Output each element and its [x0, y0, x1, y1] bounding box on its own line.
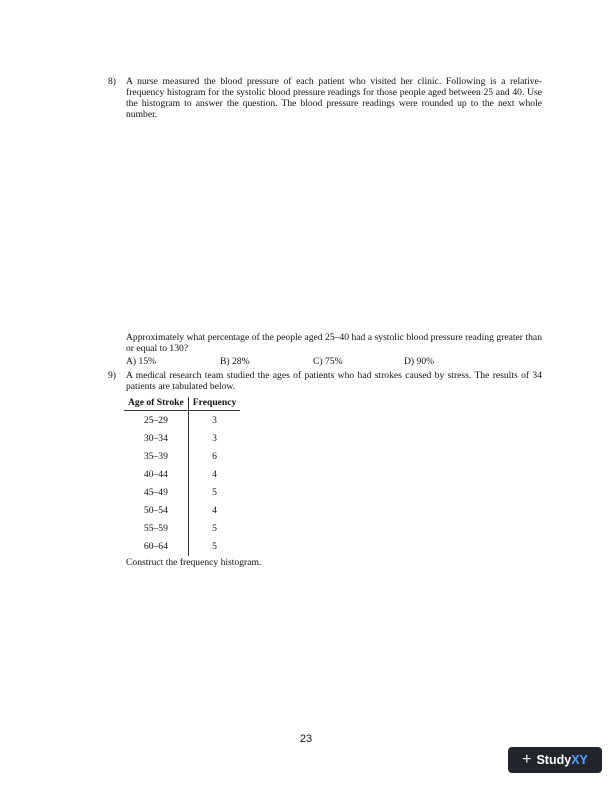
age-cell: 35–39 — [124, 447, 188, 465]
page-number: 23 — [299, 733, 313, 745]
frequency-cell: 6 — [212, 450, 217, 462]
header-age-of-stroke: Age of Stroke — [124, 397, 188, 411]
question-9-number: 9) — [108, 370, 116, 381]
age-cell: 60–64 — [124, 538, 188, 556]
frequency-cell: 5 — [212, 541, 217, 553]
plus-icon: + — [522, 751, 532, 768]
table-row — [124, 501, 240, 519]
header-frequency: Frequency — [188, 397, 240, 411]
choice-d: D) 90% — [404, 356, 435, 367]
choice-c: C) 75% — [313, 356, 343, 367]
frequency-cell: 3 — [212, 414, 217, 426]
frequency-cell: 4 — [212, 468, 217, 480]
age-cell: 45–49 — [124, 483, 188, 501]
frequency-table — [124, 397, 240, 556]
choice-a: A) 15% — [126, 356, 157, 367]
question-9-intro: A medical research team studied the ages of patients who had strokes caused by stress. The results of 34 patients are tabulated below. — [126, 370, 542, 392]
table-row — [124, 520, 240, 538]
frequency-cell: 5 — [212, 523, 217, 535]
table-row — [124, 447, 240, 465]
brand-prefix: Study — [536, 753, 572, 767]
age-cell: 50–54 — [124, 501, 188, 519]
question-8-prompt: Approximately what percentage of the people aged 25–40 had a systolic blood pressure reading greater than or equal to 130? — [126, 332, 542, 354]
question-8-intro: A nurse measured the blood pressure of each patient who visited her clinic. Following is a relative-frequency histogram for the systolic blood pressure readings for those people aged between 25 and 40. Use the histogram to answer the question. The blood pressure readings were rounded up to the next whole number. — [126, 76, 542, 120]
table-row — [124, 411, 240, 430]
age-cell: 25–29 — [124, 411, 188, 430]
age-cell: 40–44 — [124, 465, 188, 483]
question-9-instruction: Construct the frequency histogram. — [126, 557, 262, 568]
question-8-number: 8) — [108, 76, 116, 87]
table-row — [124, 483, 240, 501]
choice-b: B) 28% — [220, 356, 250, 367]
frequency-cell: 3 — [212, 432, 217, 444]
frequency-cell: 5 — [212, 486, 217, 498]
age-cell: 55–59 — [124, 520, 188, 538]
age-cell: 30–34 — [124, 429, 188, 447]
brand-suffix: XY — [571, 753, 588, 767]
frequency-cell: 4 — [212, 505, 217, 517]
table-row — [124, 538, 240, 556]
table-row — [124, 429, 240, 447]
table-header-row — [124, 397, 240, 411]
table-row — [124, 465, 240, 483]
studyxy-badge[interactable] — [508, 747, 602, 773]
